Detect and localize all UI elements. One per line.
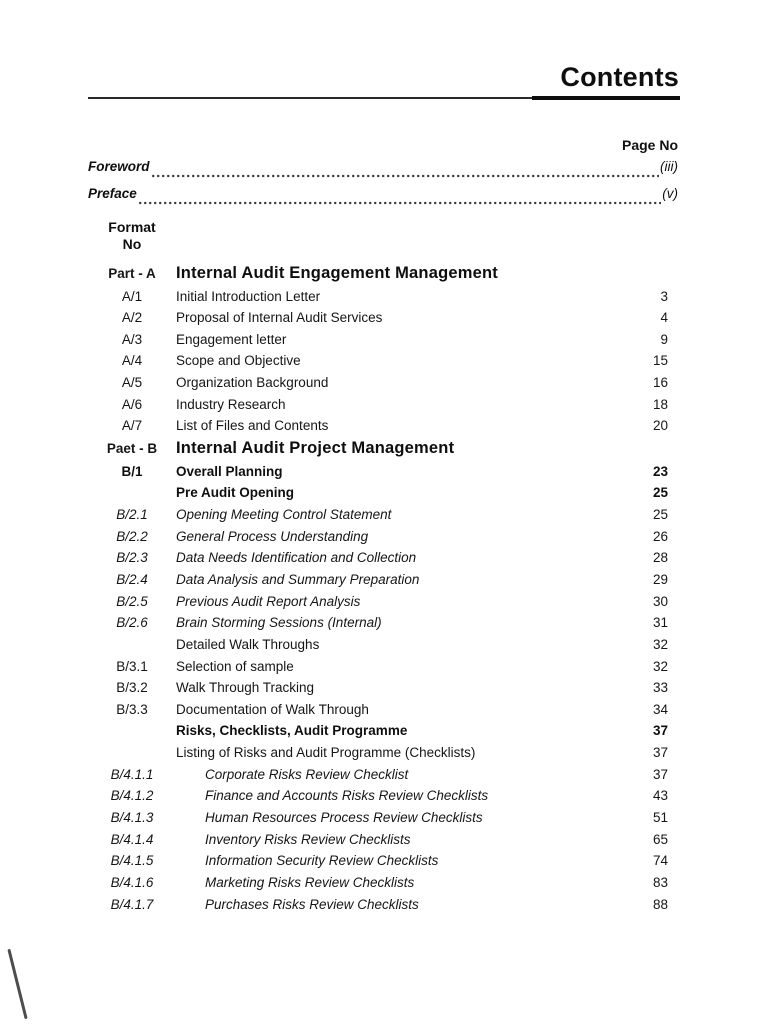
toc-page-number: 20 bbox=[652, 418, 668, 434]
toc-row bbox=[88, 872, 668, 894]
format-no-header-line1: Format bbox=[108, 219, 156, 235]
header-rule-thick-segment bbox=[532, 96, 680, 100]
toc-format-no: B/4.1.2 bbox=[110, 788, 154, 804]
toc-format-no: B/2.4 bbox=[116, 571, 148, 587]
format-no-column-header bbox=[88, 219, 176, 252]
toc-row bbox=[88, 591, 668, 613]
toc-row bbox=[88, 526, 668, 548]
toc-page-number: 31 bbox=[652, 615, 668, 631]
toc-row bbox=[88, 307, 668, 329]
toc-row bbox=[88, 742, 668, 764]
toc-page-number: 25 bbox=[652, 506, 668, 522]
toc-title: Finance and Accounts Risks Review Checklists bbox=[205, 788, 489, 804]
toc-format-no: A/6 bbox=[121, 396, 143, 412]
toc-title: Documentation of Walk Through bbox=[176, 701, 369, 717]
toc-page-number: 65 bbox=[652, 831, 668, 847]
toc-page-number: 83 bbox=[652, 875, 668, 891]
toc-title: Inventory Risks Review Checklists bbox=[205, 831, 411, 847]
toc-page-number: 74 bbox=[652, 853, 668, 869]
scan-artifact-mark bbox=[7, 949, 27, 1020]
toc-format-no: A/3 bbox=[121, 331, 143, 347]
toc-format-no: A/5 bbox=[121, 375, 143, 391]
toc-page-number: 88 bbox=[652, 896, 668, 912]
toc-page-number: 34 bbox=[652, 701, 668, 717]
toc-row bbox=[88, 372, 668, 394]
toc-row bbox=[88, 437, 668, 461]
toc-row bbox=[88, 461, 668, 483]
toc-title: Overall Planning bbox=[176, 463, 283, 479]
toc-title: Initial Introduction Letter bbox=[176, 288, 321, 304]
toc-page-number: 15 bbox=[652, 353, 668, 369]
header-rule bbox=[88, 96, 680, 101]
toc-title: Previous Audit Report Analysis bbox=[176, 593, 361, 609]
toc-row bbox=[88, 569, 668, 591]
toc-title: Proposal of Internal Audit Services bbox=[176, 310, 383, 326]
toc-title: Data Analysis and Summary Preparation bbox=[176, 571, 420, 587]
toc-title: Scope and Objective bbox=[176, 353, 301, 369]
page-title: Contents bbox=[560, 62, 679, 92]
toc-title: Data Needs Identification and Collection bbox=[176, 550, 417, 566]
front-matter-row bbox=[88, 186, 678, 213]
toc-page-number: 32 bbox=[652, 636, 668, 652]
toc-format-no: B/1 bbox=[121, 463, 143, 479]
toc-format-no: B/2.6 bbox=[116, 615, 148, 631]
toc-row bbox=[88, 829, 668, 851]
toc-format-no: B/2.3 bbox=[116, 550, 148, 566]
toc-format-no: A/1 bbox=[121, 288, 143, 304]
toc-title: List of Files and Contents bbox=[176, 418, 329, 434]
toc-title: Listing of Risks and Audit Programme (Checklists) bbox=[176, 745, 476, 761]
toc-format-no: A/2 bbox=[121, 310, 143, 326]
front-matter-row bbox=[88, 159, 678, 186]
front-matter-list bbox=[88, 159, 678, 213]
toc-page-number: 25 bbox=[652, 485, 668, 501]
toc-page-number: 43 bbox=[652, 788, 668, 804]
toc-row bbox=[88, 329, 668, 351]
toc-row bbox=[88, 807, 668, 829]
toc-row bbox=[88, 612, 668, 634]
toc-title: Corporate Risks Review Checklist bbox=[205, 766, 409, 782]
toc-row bbox=[88, 677, 668, 699]
toc-format-no: B/3.2 bbox=[116, 680, 148, 696]
toc-format-no: B/4.1.6 bbox=[110, 875, 154, 891]
toc-row bbox=[88, 482, 668, 504]
toc-page-number: 51 bbox=[652, 810, 668, 826]
toc-title: Brain Storming Sessions (Internal) bbox=[176, 615, 382, 631]
toc-title: Marketing Risks Review Checklists bbox=[205, 875, 415, 891]
toc-format-no: B/2.5 bbox=[116, 593, 148, 609]
toc-format-no: B/4.1.3 bbox=[110, 810, 154, 826]
toc-format-no: A/4 bbox=[121, 353, 143, 369]
toc-page-number: 18 bbox=[652, 396, 668, 412]
toc-format-no: B/3.3 bbox=[116, 701, 148, 717]
toc-row bbox=[88, 415, 668, 437]
toc-format-no: B/2.2 bbox=[116, 528, 148, 544]
toc-page-number: 32 bbox=[652, 658, 668, 674]
toc-title: Opening Meeting Control Statement bbox=[176, 506, 392, 522]
front-matter-page-number: (iii) bbox=[660, 159, 678, 174]
table-of-contents bbox=[88, 262, 668, 915]
toc-page-number: 4 bbox=[660, 310, 668, 326]
toc-row bbox=[88, 894, 668, 916]
toc-page-number: 23 bbox=[652, 463, 668, 479]
front-matter-page-number: (v) bbox=[662, 186, 678, 201]
toc-title: Purchases Risks Review Checklists bbox=[205, 896, 419, 912]
dot-leader bbox=[152, 174, 659, 178]
toc-title: Organization Background bbox=[176, 375, 329, 391]
toc-title: Internal Audit Engagement Management bbox=[176, 264, 498, 282]
toc-page-number: 16 bbox=[652, 375, 668, 391]
toc-row bbox=[88, 262, 668, 286]
toc-page-number: 37 bbox=[652, 723, 668, 739]
toc-title: Information Security Review Checklists bbox=[205, 853, 439, 869]
toc-title: Detailed Walk Throughs bbox=[176, 636, 320, 652]
toc-page-number: 37 bbox=[652, 745, 668, 761]
toc-format-no: B/4.1.1 bbox=[110, 766, 154, 782]
format-no-header-line2: No bbox=[122, 235, 142, 252]
toc-row bbox=[88, 850, 668, 872]
toc-row bbox=[88, 764, 668, 786]
toc-format-no: B/4.1.7 bbox=[110, 896, 154, 912]
toc-title: Selection of sample bbox=[176, 658, 294, 674]
toc-format-no: B/4.1.4 bbox=[110, 831, 154, 847]
toc-page-number: 37 bbox=[652, 766, 668, 782]
toc-format-no: Paet - B bbox=[106, 441, 158, 457]
toc-page-number: 29 bbox=[652, 571, 668, 587]
toc-page-number: 33 bbox=[652, 680, 668, 696]
toc-title: Industry Research bbox=[176, 396, 286, 412]
toc-format-no: B/4.1.5 bbox=[110, 853, 154, 869]
toc-row bbox=[88, 785, 668, 807]
toc-format-no: B/3.1 bbox=[116, 658, 148, 674]
toc-title: Internal Audit Project Management bbox=[176, 439, 455, 458]
toc-format-no: Part - A bbox=[108, 266, 156, 281]
toc-title: Engagement letter bbox=[176, 331, 287, 347]
toc-page-number: 30 bbox=[652, 593, 668, 609]
toc-row bbox=[88, 720, 668, 742]
toc-page-number: 9 bbox=[660, 331, 668, 347]
toc-title: Risks, Checklists, Audit Programme bbox=[176, 723, 408, 739]
toc-format-no: B/2.1 bbox=[116, 506, 148, 522]
toc-title: Pre Audit Opening bbox=[176, 485, 294, 501]
toc-row bbox=[88, 286, 668, 308]
page-no-column-header: Page No bbox=[621, 137, 678, 153]
toc-page-number: 28 bbox=[652, 550, 668, 566]
toc-row bbox=[88, 394, 668, 416]
front-matter-label: Preface bbox=[88, 186, 137, 201]
toc-row bbox=[88, 504, 668, 526]
toc-row bbox=[88, 634, 668, 656]
toc-row bbox=[88, 699, 668, 721]
front-matter-label: Foreword bbox=[88, 159, 150, 174]
toc-row bbox=[88, 547, 668, 569]
toc-format-no: A/7 bbox=[121, 418, 143, 434]
toc-page-number: 3 bbox=[660, 288, 668, 304]
toc-title: Human Resources Process Review Checklists bbox=[205, 810, 483, 826]
toc-title: General Process Understanding bbox=[176, 528, 369, 544]
toc-row bbox=[88, 350, 668, 372]
toc-row bbox=[88, 656, 668, 678]
toc-title: Walk Through Tracking bbox=[176, 680, 315, 696]
header-rule-thin-segment bbox=[88, 97, 534, 99]
toc-page-number: 26 bbox=[652, 528, 668, 544]
dot-leader bbox=[139, 201, 661, 205]
